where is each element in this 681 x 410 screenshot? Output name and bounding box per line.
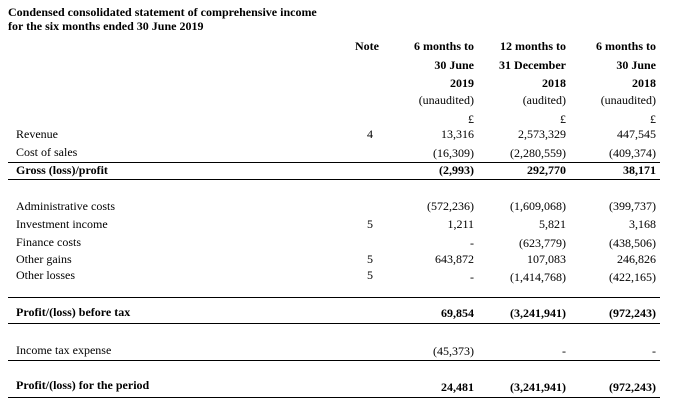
- col2-header-period: 12 months to: [499, 39, 566, 53]
- row-label-income-tax-expense: Income tax expense: [16, 343, 112, 357]
- row-label-other-losses: Other losses: [16, 268, 75, 282]
- col1-header-currency: £: [468, 112, 474, 126]
- row-value-administrative-costs-jun2018: (399,737): [609, 199, 656, 213]
- separator-period-bottom: [8, 397, 660, 398]
- row-value-investment-income-2019: 1,211: [447, 217, 474, 231]
- row-label-finance-costs: Finance costs: [16, 235, 81, 249]
- col3-header-year: 2018: [632, 76, 656, 90]
- row-value-profit-for-period-jun2018: (972,243): [609, 380, 656, 394]
- row-label-administrative-costs: Administrative costs: [16, 199, 115, 213]
- row-label-cost-of-sales: Cost of sales: [16, 145, 78, 159]
- col3-header-status: (unaudited): [600, 93, 656, 107]
- row-note-investment-income: 5: [367, 217, 373, 231]
- col1-header-date: 30 June: [434, 58, 474, 72]
- row-value-gross-profit-2019: (2,993): [439, 163, 474, 177]
- row-value-profit-for-period-dec2018: (3,241,941): [510, 380, 566, 394]
- row-value-gross-profit-jun2018: 38,171: [623, 163, 656, 177]
- statement-title: Condensed consolidated statement of comprehensive income: [8, 5, 317, 19]
- row-value-profit-before-tax-2019: 69,854: [441, 306, 474, 320]
- row-value-other-gains-dec2018: 107,083: [527, 252, 566, 266]
- row-value-other-losses-jun2018: (422,165): [609, 270, 656, 284]
- row-value-administrative-costs-dec2018: (1,609,068): [510, 199, 566, 213]
- row-value-income-tax-expense-dec2018: -: [562, 344, 566, 358]
- row-value-finance-costs-jun2018: (438,506): [609, 236, 656, 250]
- col2-header-status: (audited): [522, 93, 566, 107]
- note-header: Note: [355, 39, 379, 53]
- row-value-revenue-dec2018: 2,573,329: [518, 127, 566, 141]
- row-value-administrative-costs-2019: (572,236): [427, 199, 474, 213]
- col3-header-date: 30 June: [616, 58, 656, 72]
- row-value-cost-of-sales-jun2018: (409,374): [609, 146, 656, 160]
- row-value-other-gains-jun2018: 246,826: [617, 252, 656, 266]
- row-note-revenue: 4: [367, 127, 373, 141]
- row-label-investment-income: Investment income: [16, 217, 108, 231]
- row-value-gross-profit-dec2018: 292,770: [527, 163, 566, 177]
- row-value-cost-of-sales-2019: (16,309): [433, 146, 474, 160]
- col1-header-year: 2019: [450, 76, 474, 90]
- row-label-revenue: Revenue: [16, 127, 58, 141]
- col3-header-period: 6 months to: [595, 39, 656, 53]
- row-value-finance-costs-2019: -: [470, 236, 474, 250]
- row-value-revenue-jun2018: 447,545: [617, 127, 656, 141]
- statement-subtitle: for the six months ended 30 June 2019: [8, 19, 204, 33]
- separator-gross-bottom: [8, 179, 660, 180]
- row-label-profit-before-tax: Profit/(loss) before tax: [16, 305, 131, 319]
- row-note-other-gains: 5: [367, 252, 373, 266]
- row-value-income-tax-expense-2019: (45,373): [433, 344, 474, 358]
- row-value-profit-for-period-2019: 24,481: [441, 380, 474, 394]
- col1-header-status: (unaudited): [418, 93, 474, 107]
- col2-header-currency: £: [560, 112, 566, 126]
- row-value-other-losses-dec2018: (1,414,768): [510, 270, 566, 284]
- row-value-other-losses-2019: -: [470, 270, 474, 284]
- row-value-investment-income-jun2018: 3,168: [629, 217, 656, 231]
- row-note-other-losses: 5: [367, 268, 373, 282]
- row-label-gross-profit: Gross (loss)/profit: [16, 163, 108, 177]
- col2-header-year: 2018: [542, 76, 566, 90]
- row-label-profit-for-period: Profit/(loss) for the period: [16, 378, 150, 392]
- row-value-investment-income-dec2018: 5,821: [539, 217, 566, 231]
- separator-pbt-bottom: [8, 323, 660, 324]
- row-value-other-gains-2019: 643,872: [435, 252, 474, 266]
- row-value-finance-costs-dec2018: (623,779): [519, 236, 566, 250]
- row-value-profit-before-tax-dec2018: (3,241,941): [510, 306, 566, 320]
- row-value-income-tax-expense-jun2018: -: [652, 344, 656, 358]
- row-value-revenue-2019: 13,316: [441, 127, 474, 141]
- col2-header-date: 31 December: [499, 58, 566, 72]
- row-value-profit-before-tax-jun2018: (972,243): [609, 306, 656, 320]
- row-label-other-gains: Other gains: [16, 252, 72, 266]
- row-value-cost-of-sales-dec2018: (2,280,559): [510, 146, 566, 160]
- separator-pbt-top: [8, 297, 660, 298]
- separator-period-top: [8, 360, 660, 361]
- col1-header-period: 6 months to: [413, 39, 474, 53]
- col3-header-currency: £: [650, 112, 656, 126]
